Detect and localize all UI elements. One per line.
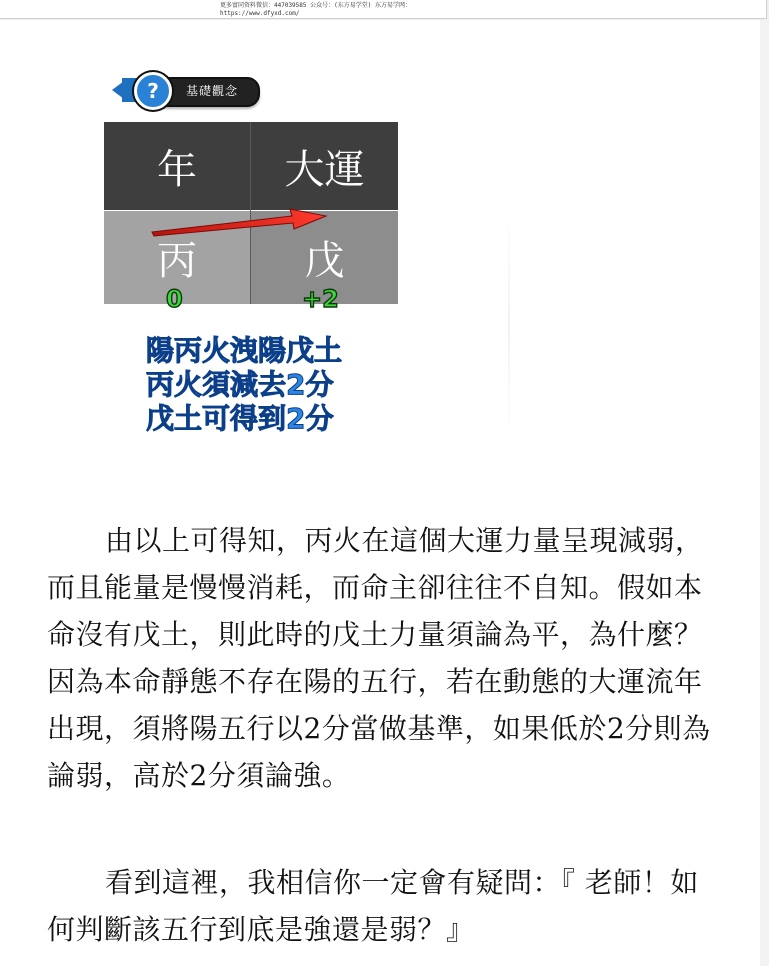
badge-label: 基礎觀念 (186, 84, 239, 98)
watermark (220, 2, 411, 18)
caption-line-3: 戊土可得到2分 (146, 402, 334, 435)
arrow-icon (150, 198, 330, 238)
faint-image-edge (508, 210, 510, 442)
year-score: 0 (166, 285, 183, 313)
badge-arrow-tail (112, 78, 128, 102)
basic-concept-badge (112, 72, 258, 108)
watermark-line-1: 更多富同资料微信：447039585 公众号：(东方易学堂) 东方易学网： (220, 2, 411, 9)
year-stem: 丙 (104, 211, 250, 304)
paragraph-2-text: 看到這裡，我相信你一定會有疑問：『 老師！如何判斷該五行到底是強還是弱？』 (47, 866, 699, 946)
question-icon: ? (134, 72, 172, 110)
paragraph-1-text: 由以上可得知，丙火在這個大運力量呈現減弱，而且能量是慢慢消耗，而命主卻往往不自知。假如本命沒有戊土，則此時的戊土力量須論為平，為什麼？因為本命靜態不存在陽的五行，若在動態的大運流年出現，須將陽五行以2分當做基準，如果低於2分則為論弱，高於2分須論強。 (47, 524, 711, 792)
luck-score: +2 (302, 285, 339, 313)
scrollbar-track[interactable] (760, 20, 769, 966)
header-luck-cycle: 大運 (251, 122, 398, 210)
caption-line-2: 丙火須減去2分 (146, 368, 334, 401)
body-paragraph-1 (47, 517, 727, 799)
header-year: 年 (104, 122, 250, 210)
watermark-line-2: https://www.dfyxd.com/ (220, 10, 300, 17)
body-paragraph-2 (47, 859, 727, 953)
luck-stem: 戊 (251, 211, 398, 304)
diagram-caption (146, 334, 342, 436)
caption-line-1: 陽丙火洩陽戊土 (146, 334, 343, 367)
